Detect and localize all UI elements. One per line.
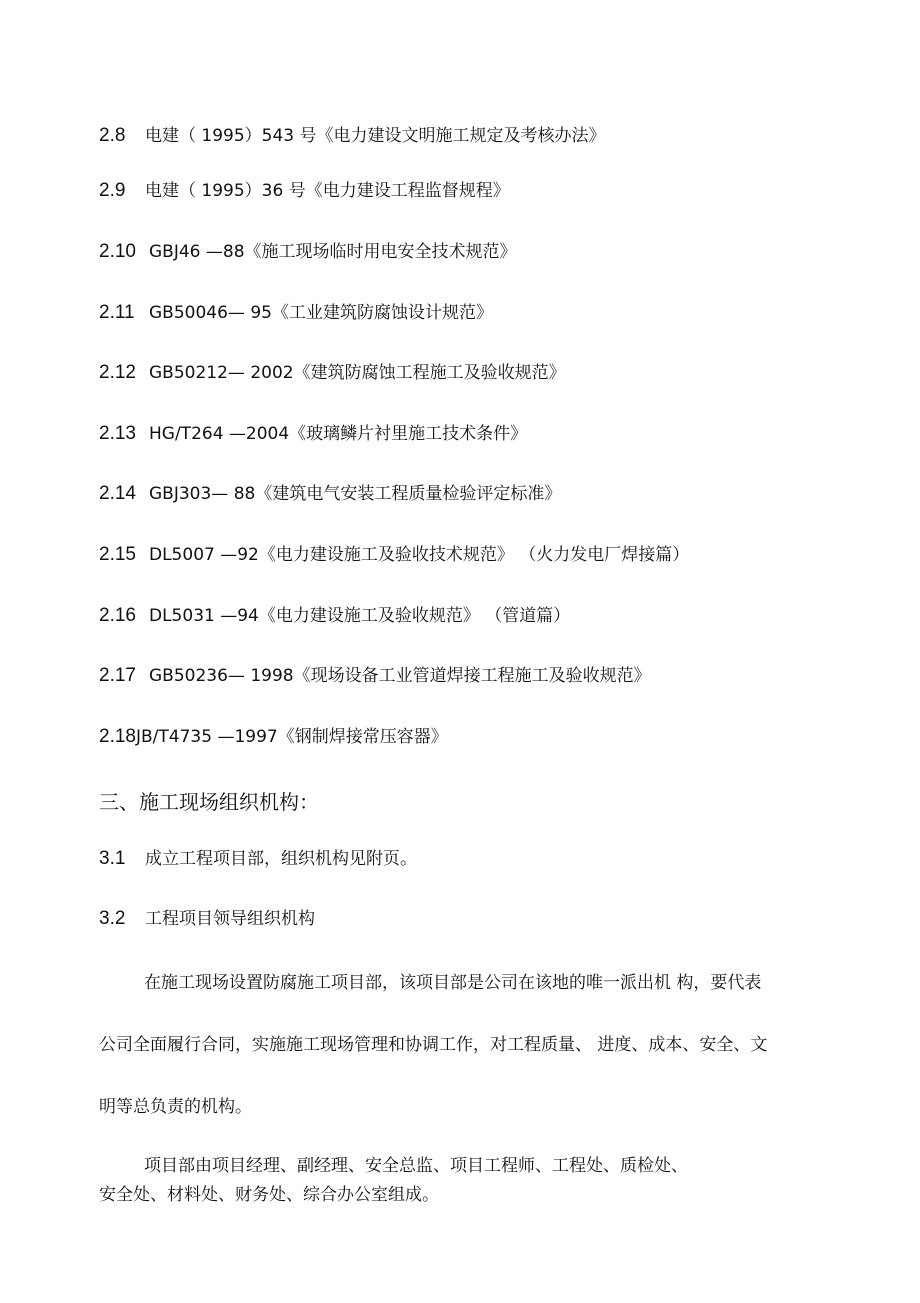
reference-item (99, 422, 527, 446)
reference-number: 2.14 (99, 483, 136, 504)
section-item (99, 907, 315, 931)
reference-item (99, 240, 517, 264)
reference-number: 2.17 (99, 665, 136, 686)
section-item-number: 3.2 (99, 908, 126, 929)
paragraph-line: 明等总负责的机构。 (99, 1097, 252, 1117)
paragraph-line: 项目部由项目经理、副经理、安全总监、项目工程师、工程处、质检处、 (144, 1156, 688, 1176)
reference-text: GB50212— 2002《建筑防腐蚀工程施工及验收规范》 (149, 363, 566, 383)
reference-text: 电建（ 1995）36 号《电力建设工程监督规程》 (145, 181, 510, 201)
reference-item (99, 664, 651, 688)
section-item (99, 847, 417, 871)
reference-item (99, 543, 689, 567)
reference-number: 2.12 (99, 362, 136, 383)
reference-number: 2.10 (99, 241, 136, 262)
reference-item (99, 725, 448, 749)
reference-text: JB/T4735 —1997《钢制焊接常压容器》 (135, 727, 448, 747)
paragraph-line: 公司全面履行合同，实施施工现场管理和协调工作，对工程质量、 进度、成本、安全、文 (99, 1035, 768, 1055)
section-item-number: 3.1 (99, 848, 126, 869)
reference-number: 2.8 (99, 125, 126, 146)
reference-number: 2.16 (99, 605, 136, 626)
reference-text: GBJ46 —88《施工现场临时用电安全技术规范》 (149, 242, 517, 262)
reference-number: 2.13 (99, 423, 136, 444)
reference-number: 2.9 (99, 180, 126, 201)
section-item-text: 工程项目领导组织机构 (145, 909, 315, 929)
paragraph-line: 在施工现场设置防腐施工项目部，该项目部是公司在该地的唯一派出机 构，要代表 (144, 973, 762, 993)
reference-text: GB50236— 1998《现场设备工业管道焊接工程施工及验收规范》 (149, 666, 651, 686)
reference-item (99, 604, 570, 628)
reference-text: GBJ303— 88《建筑电气安装工程质量检验评定标准》 (149, 484, 562, 504)
section-item-text: 成立工程项目部，组织机构见附页。 (145, 849, 417, 869)
reference-text: HG/T264 —2004《玻璃鳞片衬里施工技术条件》 (149, 424, 528, 444)
reference-text: DL5031 —94《电力建设施工及验收规范》 （管道篇） (149, 606, 571, 626)
reference-number: 2.18 (99, 726, 136, 747)
reference-item (99, 124, 606, 148)
reference-item (99, 179, 510, 203)
reference-number: 2.15 (99, 544, 136, 565)
reference-text: DL5007 —92《电力建设施工及验收技术规范》 （火力发电厂焊接篇） (149, 545, 690, 565)
reference-text: GB50046— 95《工业建筑防腐蚀设计规范》 (149, 303, 493, 323)
paragraph-line: 安全处、材料处、财务处、综合办公室组成。 (99, 1185, 439, 1205)
reference-item (99, 361, 566, 385)
reference-text: 电建（ 1995）543 号《电力建设文明施工规定及考核办法》 (145, 126, 606, 146)
reference-item (99, 301, 493, 325)
reference-item (99, 482, 561, 506)
section-title: 三、施工现场组织机构： (99, 790, 319, 814)
reference-number: 2.11 (99, 302, 135, 323)
